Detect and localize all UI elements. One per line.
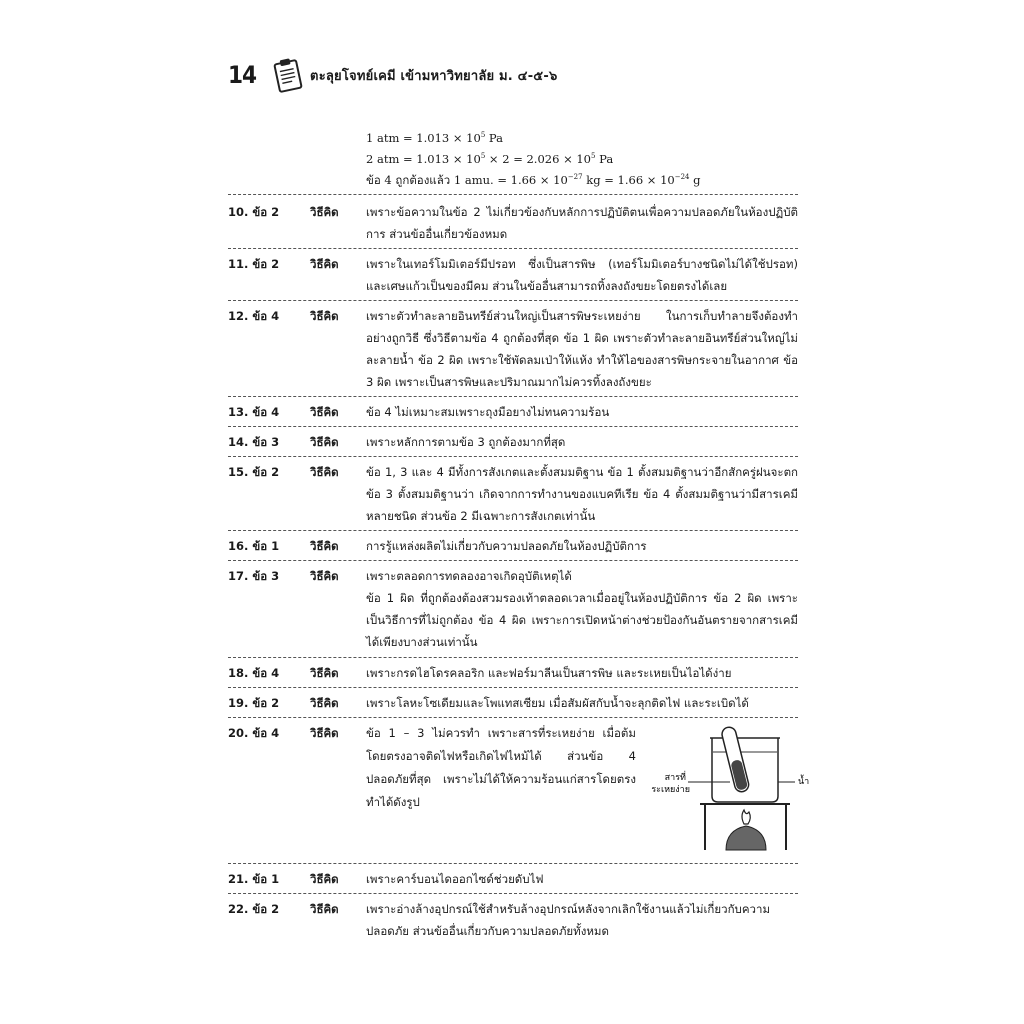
question-number: 11. ข้อ 2: [228, 257, 280, 271]
method-label: วิธีคิด: [310, 309, 339, 323]
question-number: 10. ข้อ 2: [228, 205, 280, 219]
clipboard-icon: [274, 58, 304, 92]
method-label: วิธีคิด: [310, 569, 339, 583]
answer-row: [228, 301, 798, 396]
answer-text: เพราะหลักการตามข้อ 3 ถูกต้องมากที่สุด: [366, 435, 566, 449]
answer-text: เพราะโลหะโซเดียมและโพแทสเซียม เมื่อสัมผัสกับน้ำจะลุกติดไฟ และระเบิดได้: [366, 696, 749, 710]
method-label: วิธีคิด: [310, 257, 339, 271]
answer-text: เพราะคาร์บอนไดออกไซด์ช่วยดับไฟ: [366, 872, 544, 886]
answer-row: [228, 397, 798, 426]
answer-text: การรู้แหล่งผลิตไม่เกี่ยวกับความปลอดภัยในห้องปฏิบัติการ: [366, 539, 647, 553]
figure-label-substance: สารที่: [664, 773, 686, 783]
answer-text: เพราะข้อความในข้อ 2 ไม่เกี่ยวข้องกับหลักการปฏิบัติตนเพื่อความปลอดภัยในห้องปฏิบัติการ ส่วนข้ออื่นเกี่ยวข้องหมด: [366, 205, 798, 241]
method-label: วิธีคิด: [310, 902, 339, 916]
answer-row: [228, 249, 798, 300]
question-number: 19. ข้อ 2: [228, 696, 280, 710]
answer-row: [228, 718, 810, 863]
answer-text: ข้อ 4 ไม่เหมาะสมเพราะถุงมือยางไม่ทนความร้อน: [366, 405, 610, 419]
method-label: วิธีคิด: [310, 696, 339, 710]
question-number: 21. ข้อ 1: [228, 872, 280, 886]
method-label: วิธีคิด: [310, 205, 339, 219]
method-label: วิธีคิด: [310, 539, 339, 553]
answer-text: เพราะอ่างล้างอุปกรณ์ใช้สำหรับล้างอุปกรณ์หลังจากเลิกใช้งานแล้วไม่เกี่ยวกับความปลอดภัย ส่วนข้ออื่นเกี่ยวกับความปลอดภัยทั้งหมด: [366, 902, 771, 938]
answer-row: [228, 658, 798, 687]
question-number: 20. ข้อ 4: [228, 726, 280, 740]
answer-text: ข้อ 1, 3 และ 4 มีทั้งการสังเกตและตั้งสมมติฐาน ข้อ 1 ตั้งสมมติฐานว่าอีกสักครู่ฝนจะตก ข้อ 3 ตั้งสมมติฐานว่า เกิดจากการทำงานของแบคทีเรีย ข้อ 4 ตั้งสมมติฐานว่ามีสารเคมีหลายชนิด ส่วนข้อ 2 มีเฉพาะการสังเกตเท่านั้น: [366, 465, 798, 523]
page-header: [228, 58, 557, 92]
method-label: วิธีคิด: [310, 435, 339, 449]
figure-label-substance: ระเหยง่าย: [651, 785, 690, 795]
question-number: 15. ข้อ 2: [228, 465, 280, 479]
answer-row: [228, 197, 798, 248]
answer-text: ข้อ 1 – 3 ไม่ควรทำ เพราะสารที่ระเหยง่าย เมื่อต้มโดยตรงอาจติดไฟหรือเกิดไฟไหม้ได้ ส่วนข้อ 4 ปลอดภัยที่สุด เพราะไม่ได้ให้ความร้อนแก่สารโดยตรง ทำได้ดังรูป: [366, 726, 636, 809]
answer-text: เพราะตัวทำละลายอินทรีย์ส่วนใหญ่เป็นสารพิษระเหยง่าย ในการเก็บทำลายจึงต้องทำอย่างถูกวิธี ซึ่งวิธีตามข้อ 4 ถูกต้องที่สุด ข้อ 1 ผิด เพราะตัวทำละลายอินทรีย์ส่วนใหญ่ไม่ละลายน้ำ ข้อ 2 ผิด เพราะใช้พัดลมเป่าให้แห้ง ทำให้ไอของสารพิษกระจายในอากาศ ข้อ 3 ผิด เพราะเป็นสารพิษและปริมาณมากไม่ควรทิ้งลงถังขยะ: [366, 309, 798, 389]
method-label: วิธีคิด: [310, 726, 339, 740]
question-number: 12. ข้อ 4: [228, 309, 280, 323]
method-label: วิธีคิด: [310, 405, 339, 419]
method-label: วิธีคิด: [310, 666, 339, 680]
method-label: วิธีคิด: [310, 872, 339, 886]
method-label: วิธีคิด: [310, 465, 339, 479]
question-number: 17. ข้อ 3: [228, 569, 280, 583]
answer-content: [228, 125, 810, 945]
question-number: 14. ข้อ 3: [228, 435, 280, 449]
question-number: 18. ข้อ 4: [228, 666, 280, 680]
answer-row: [228, 864, 798, 893]
question-number: 22. ข้อ 2: [228, 902, 280, 916]
answer-row: [228, 894, 798, 945]
answer-row: [228, 427, 798, 456]
answer-explanation: ข้อ 1 ผิด ที่ถูกต้องต้องสวมรองเท้าตลอดเวลาเมื่ออยู่ในห้องปฏิบัติการ ข้อ 2 ผิด เพราะเป็นวิธีการที่ไม่ถูกต้อง ข้อ 4 ผิด เพราะการเปิดหน้าต่างช่วยป้องกันอันตรายจากสารเคมีได้เพียงบางส่วนเท่านั้น: [366, 591, 798, 649]
divider: [228, 194, 798, 195]
answer-row: [228, 531, 798, 560]
formula-line: ข้อ 4 ถูกต้องแล้ว 1 amu. = $1.66 \times 10^{-27}$ kg = $1.66 \times 10^{-24}$ g: [366, 173, 701, 187]
question-number: 13. ข้อ 4: [228, 405, 280, 419]
answer-text: เพราะตลอดการทดลองอาจเกิดอุบัติเหตุได้: [366, 569, 572, 583]
water-bath-diagram: [651, 726, 810, 856]
formula-line: 1 atm = $1.013 \times 10^5$ Pa: [366, 131, 504, 145]
answer-row: [228, 561, 798, 587]
answer-text: เพราะกรดไฮโดรคลอริก และฟอร์มาลีนเป็นสารพิษ และระเหยเป็นไอได้ง่าย: [366, 666, 732, 680]
book-title: ตะลุยโจทย์เคมี เข้ามหาวิทยาลัย ม. ๔-๕-๖: [310, 68, 558, 84]
question-number: 16. ข้อ 1: [228, 539, 280, 553]
answer-row: [228, 688, 798, 717]
formula-line: 2 atm = $1.013 \times 10^5 \times 2 = 2.026 \times 10^5$ Pa: [366, 152, 614, 166]
answer-text: เพราะในเทอร์โมมิเตอร์มีปรอท ซึ่งเป็นสารพิษ (เทอร์โมมิเตอร์บางชนิดไม่ได้ใช้ปรอท) และเศษแก้วเป็นของมีคม ส่วนในข้ออื่นสามารถทิ้งลงถังขยะโดยตรงได้เลย: [366, 257, 798, 293]
answer-row: [228, 457, 798, 530]
figure-label-water: น้ำ: [798, 777, 810, 787]
page-number: 14: [228, 61, 257, 89]
